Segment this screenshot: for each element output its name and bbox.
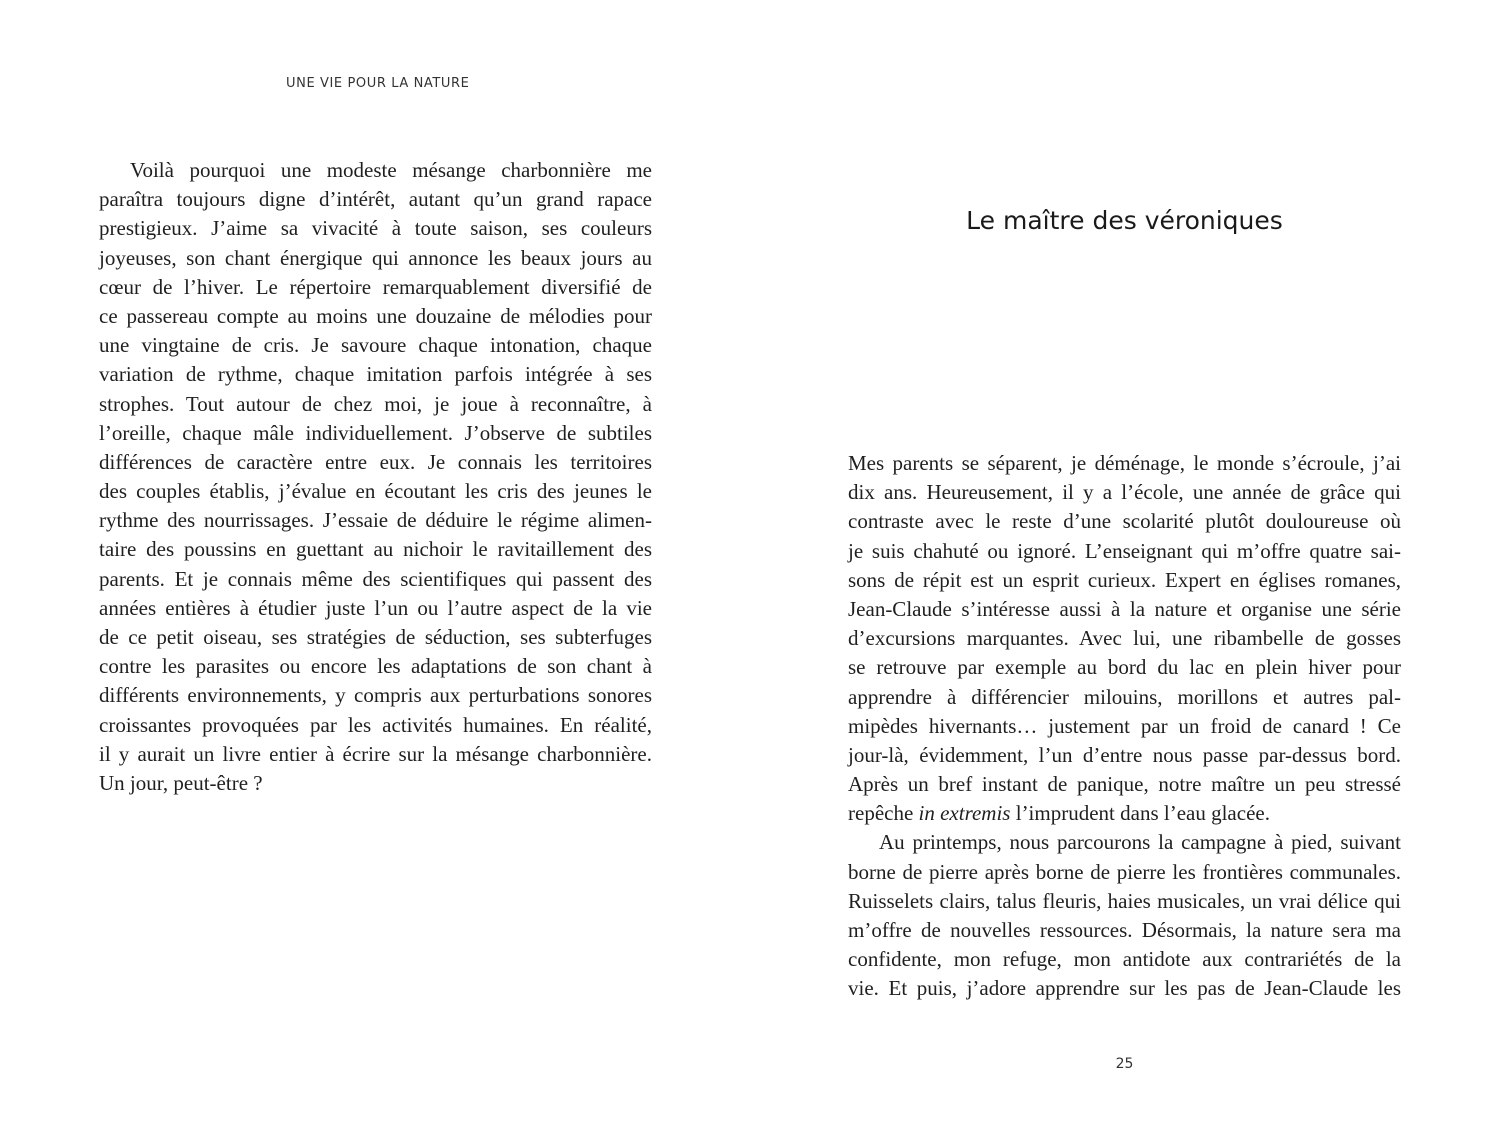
text-line-with-italic [848,799,1401,828]
text-line: sons de répit est un esprit curieux. Expert en églises romanes, [848,567,1401,592]
text-line: Ruisselets clairs, talus fleuris, haies musicales, un vrai délice qui [848,888,1401,913]
text-line: je suis chahuté ou ignoré. L’enseignant qui m’offre quatre sai- [848,538,1401,563]
text-line: contre les parasites ou encore les adaptations de son chant à [99,654,652,679]
text-line: paraîtra toujours digne d’intérêt, autant qu’un grand rapace [99,187,652,212]
text-line: une vingtaine de cris. Je savoure chaque intonation, chaque [99,333,652,358]
italic-text: in extremis [918,801,1011,826]
text-line: parents. Et je connais même des scientifiques qui passent des [99,566,652,591]
text-line: Mes parents se séparent, je déménage, le monde s’écroule, j’ai [848,451,1401,475]
right-page-body [848,449,1401,1004]
running-head: UNE VIE POUR LA NATURE [286,76,470,91]
text-line: joyeuses, son chant énergique qui annonce les beaux jours au [99,245,652,270]
text-line: dix ans. Heureusement, il y a l’école, une année de grâce qui [848,480,1401,505]
text-line: borne de pierre après borne de pierre les frontières communales. [848,859,1401,884]
text-line: il y aurait un livre entier à écrire sur la mésange charbonnière. [99,741,652,766]
text-line: Jean-Claude s’intéresse aussi à la nature et organise une série [848,596,1401,621]
left-page-body [99,156,652,798]
text-line: ce passereau compte au moins une douzaine de mélodies pour [99,303,652,328]
text-line: croissantes provoquées par les activités humaines. En réalité, [99,712,652,737]
text-line: taire des poussins en guettant au nichoir le ravitaillement des [99,537,652,562]
text-line: strophes. Tout autour de chez moi, je joue à reconnaître, à [99,391,652,416]
text-line: Au printemps, nous parcourons la campagne à pied, suivant [879,830,1401,855]
text-line: confidente, mon refuge, mon antidote aux contrariétés de la [848,947,1401,972]
text-line: rythme des nourrissages. J’essaie de déduire le régime alimen- [99,508,652,533]
text-run: l’imprudent dans l’eau glacée. [1010,801,1270,826]
text-line: cœur de l’hiver. Le répertoire remarquablement diversifié de [99,274,652,299]
text-line: Voilà pourquoi une modeste mésange charbonnière me [130,158,652,182]
text-line: de ce petit oiseau, ses stratégies de séduction, ses subterfuges [99,625,652,649]
text-line: se retrouve par exemple au bord du lac en plein hiver pour [848,655,1401,680]
right-page [848,0,1401,1125]
text-line: l’oreille, chaque mâle individuellement. J’observe de subtiles [99,420,652,445]
text-line: d’excursions marquantes. Avec lui, une ribambelle de gosses [848,626,1401,651]
text-line: prestigieux. J’aime sa vivacité à toute saison, ses couleurs [99,216,652,241]
text-line: contraste avec le reste d’une scolarité plutôt douloureuse où [848,509,1401,534]
text-line: Après un bref instant de panique, notre maître un peu stressé [848,772,1401,797]
text-line: vie. Et puis, j’adore apprendre sur les pas de Jean-Claude les [848,976,1401,1001]
page-number: 25 [1115,1056,1134,1072]
text-line: Un jour, peut-être ? [99,770,263,795]
text-line: différences de caractère entre eux. Je connais les territoires [99,449,652,474]
text-line: années entières à étudier juste l’un ou l’autre aspect de la vie [99,595,652,620]
text-run: repêche [848,801,919,826]
text-line: jour-là, évidemment, l’un d’entre nous passe par-dessus bord. [848,742,1401,767]
text-line: des couples établis, j’évalue en écoutant les cris des jeunes le [99,479,652,504]
text-line: variation de rythme, chaque imitation parfois intégrée à ses [99,362,652,387]
chapter-title: Le maître des véroniques [966,206,1283,235]
text-line: différents environnements, y compris aux perturbations sonores [99,683,652,708]
text-line: mipèdes hivernants… justement par un froid de canard ! Ce [848,713,1401,738]
text-line: m’offre de nouvelles ressources. Désormais, la nature sera ma [848,918,1401,942]
text-line: apprendre à différencier milouins, morillons et autres pal- [848,684,1401,709]
